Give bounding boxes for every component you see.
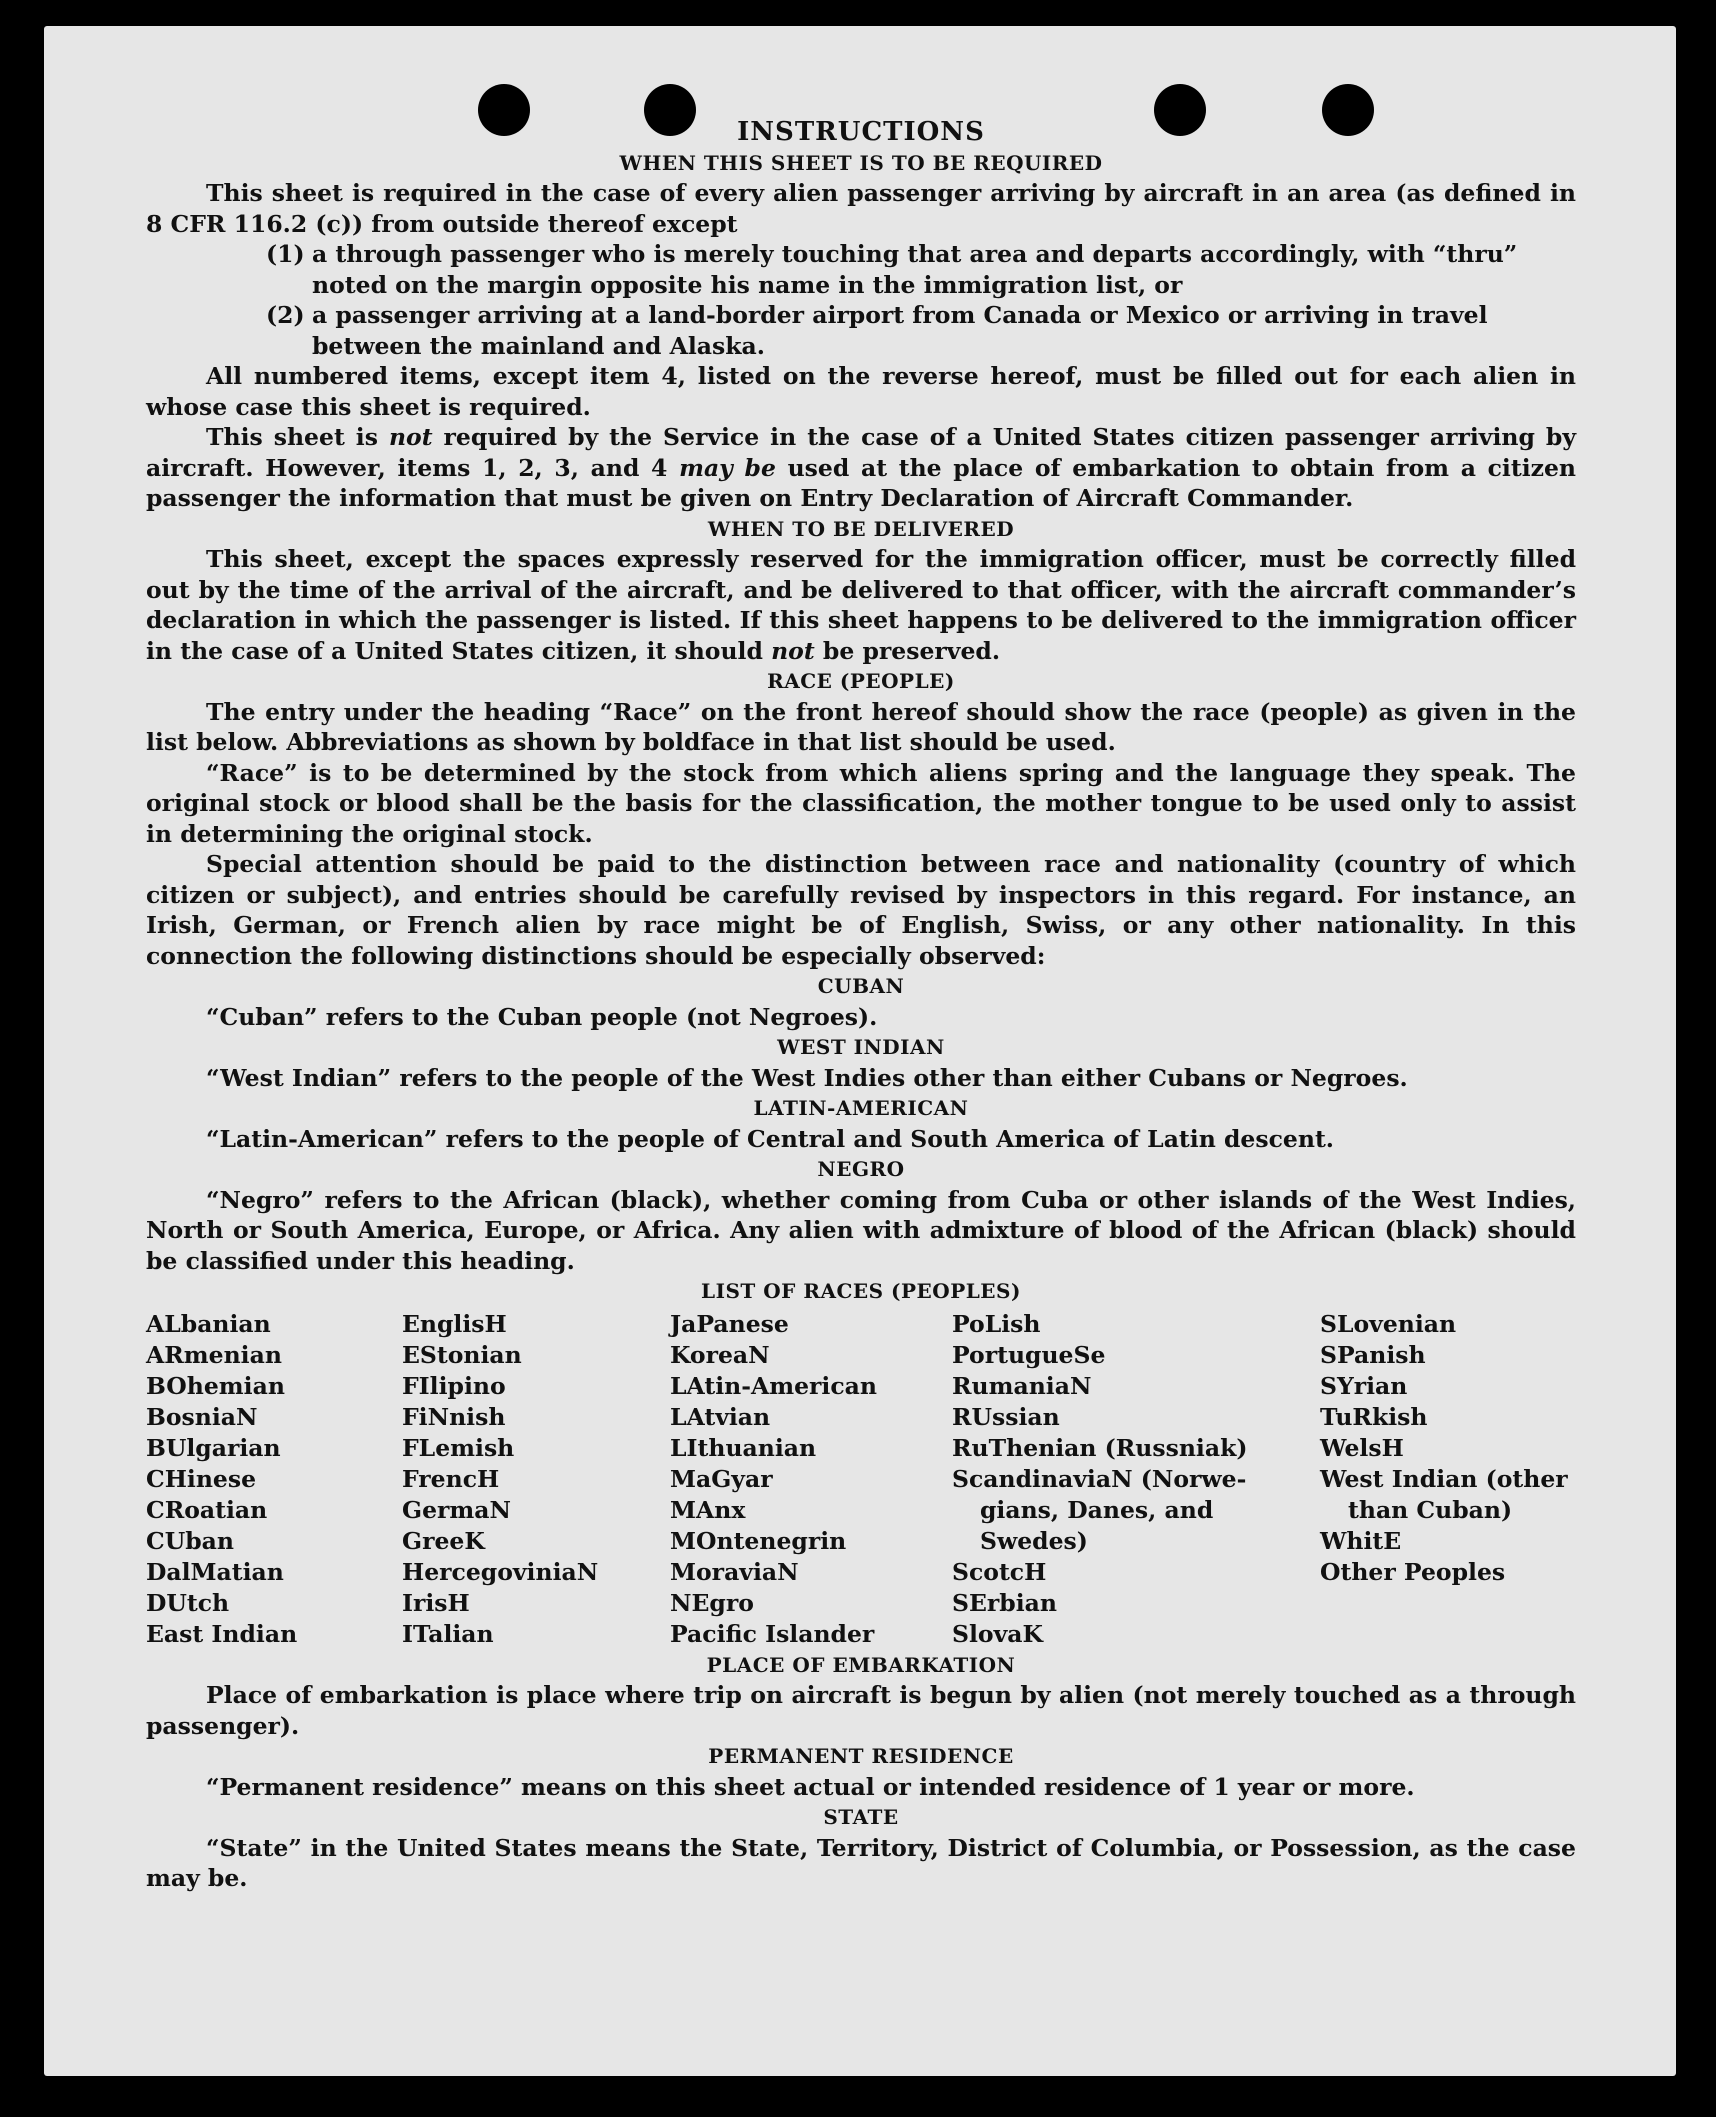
section-heading: WHEN THIS SHEET IS TO BE REQUIRED: [619, 150, 1103, 175]
paragraph: “Race” is to be determined by the stock from which aliens spring and the language they speak. The original stock or blood shall be the basis for the classification, the mother tongue to be used only to assist in determining the original stock.: [146, 758, 1576, 848]
instructions-content: [146, 117, 1576, 1894]
race-item: RumaniaN: [952, 1371, 1092, 1400]
race-item: GreeK: [402, 1526, 485, 1555]
paragraph: “Negro” refers to the African (black), whether coming from Cuba or other islands of the West Indies, North or South America, Europe, or Africa. Any alien with admixture of blood of the African (black) should be classified under this heading.: [146, 1185, 1576, 1275]
race-item: FIlipino: [402, 1371, 506, 1400]
race-item: West Indian (other: [1320, 1464, 1568, 1493]
race-item: ALbanian: [146, 1309, 271, 1338]
item-text: a passenger arriving at a land-border airport from Canada or Mexico or arriving in travel between the mainland and Alaska.: [312, 301, 1488, 360]
paragraph: This sheet is required in the case of every alien passenger arriving by aircraft in an area (as defined in 8 CFR 116.2 (c)) from outside thereof except: [146, 179, 1576, 238]
bold-text: boldface: [642, 728, 755, 756]
race-item: EStonian: [402, 1340, 522, 1369]
race-item: FLemish: [402, 1433, 515, 1462]
race-item: WhitE: [1320, 1526, 1402, 1555]
race-item: WelsH: [1320, 1433, 1404, 1462]
paragraph: Special attention should be paid to the distinction between race and nationality (country of which citizen or subject), and entries should be carefully revised by inspectors in this regard. For instance, an Irish, German, or French alien by race might be of English, Swiss, or any other nationality. In this connection the following distinctions should be especially observed:: [146, 850, 1576, 970]
race-item: HercegoviniaN: [402, 1557, 599, 1586]
race-item: SPanish: [1320, 1340, 1426, 1369]
section-heading: RACE (PEOPLE): [767, 669, 955, 693]
race-column: [952, 1309, 1320, 1650]
paragraph: [146, 422, 1576, 514]
text-run: This sheet, except the spaces expressly reserved for the immigration officer, must be correctly filled out by the time of the arrival of the aircraft, and be delivered to that officer, with the aircraft commander’s declaration in which the passenger is listed. If this sheet happens to be delivered to the immigration officer in the case of a United States citizen, it should: [146, 545, 1576, 665]
section-heading: NEGRO: [817, 1157, 905, 1181]
paragraph: All numbered items, except item 4, listed on the reverse hereof, must be filled out for each alien in whose case this sheet is required.: [146, 362, 1576, 421]
race-item: ScotcH: [952, 1557, 1047, 1586]
race-item: DalMatian: [146, 1557, 284, 1586]
item-text: a through passenger who is merely touching that area and departs accordingly, with “thru” noted on the margin opposite his name in the immigration list, or: [312, 240, 1518, 299]
paragraph: [146, 697, 1576, 758]
race-column: [1320, 1309, 1576, 1650]
section-heading: LATIN-AMERICAN: [753, 1096, 969, 1120]
race-item: IrisH: [402, 1588, 470, 1617]
race-item: Pacific Islander: [670, 1619, 875, 1648]
race-item: LAtvian: [670, 1402, 771, 1431]
race-item: JaPanese: [670, 1309, 789, 1338]
item-number: (1): [266, 240, 305, 268]
race-column: [670, 1309, 952, 1650]
text-run: be preserved.: [814, 636, 1001, 665]
race-item: SErbian: [952, 1588, 1057, 1617]
text-run: This sheet is: [206, 423, 389, 451]
race-item: BOhemian: [146, 1371, 285, 1400]
race-item: SYrian: [1320, 1371, 1408, 1400]
page-title: INSTRUCTIONS: [737, 117, 985, 147]
italic-text: may be: [679, 453, 776, 482]
race-item: ARmenian: [146, 1340, 282, 1369]
section-heading: PERMANENT RESIDENCE: [708, 1744, 1014, 1768]
paragraph: “Permanent residence” means on this sheet actual or intended residence of 1 year or more.: [206, 1772, 1415, 1801]
race-item: MaGyar: [670, 1464, 773, 1493]
race-item: RuThenian (Russniak): [952, 1433, 1248, 1462]
race-item: MoraviaN: [670, 1557, 799, 1586]
section-heading: CUBAN: [817, 974, 905, 998]
race-item: PoLish: [952, 1309, 1041, 1338]
race-item: BosniaN: [146, 1402, 258, 1431]
race-item: DUtch: [146, 1588, 230, 1617]
race-list: [146, 1309, 1576, 1650]
race-item: MAnx: [670, 1495, 746, 1524]
race-item: CHinese: [146, 1464, 257, 1493]
race-item: BUlgarian: [146, 1433, 281, 1462]
paragraph: [146, 544, 1576, 666]
paragraph: “West Indian” refers to the people of the West Indies other than either Cubans or Negroes.: [206, 1063, 1408, 1092]
race-item: NEgro: [670, 1588, 754, 1617]
list-item: [266, 239, 1576, 300]
race-item: KoreaN: [670, 1340, 770, 1369]
race-item: MOntenegrin: [670, 1526, 847, 1555]
race-item: GermaN: [402, 1495, 511, 1524]
section-heading: STATE: [823, 1805, 899, 1829]
race-item: PortugueSe: [952, 1340, 1106, 1369]
race-column: [146, 1309, 402, 1650]
list-item: [266, 300, 1576, 361]
race-item: CRoatian: [146, 1495, 268, 1524]
race-item: FiNnish: [402, 1402, 506, 1431]
paragraph: “State” in the United States means the State, Territory, District of Columbia, or Possession, as the case may be.: [146, 1833, 1576, 1892]
race-item: EnglisH: [402, 1309, 507, 1338]
race-item: SLovenian: [1320, 1309, 1457, 1338]
section-heading: PLACE OF EMBARKATION: [706, 1652, 1016, 1677]
race-item: CUban: [146, 1526, 234, 1555]
text-run: The entry under the heading “Race” on the front hereof should show the race (people) as given in the list below. Abbreviations as shown by: [146, 697, 1576, 756]
race-item-continued: gians, Danes, and: [980, 1495, 1214, 1524]
section-heading: LIST OF RACES (PEOPLES): [701, 1279, 1021, 1303]
race-item: TuRkish: [1320, 1402, 1428, 1431]
race-item: ITalian: [402, 1619, 494, 1648]
race-column: [402, 1309, 670, 1650]
race-item: LIthuanian: [670, 1433, 817, 1462]
italic-text: not: [771, 636, 815, 665]
paragraph: “Latin-American” refers to the people of Central and South America of Latin descent.: [206, 1124, 1334, 1153]
race-item: ScandinaviaN (Norwe-: [952, 1464, 1247, 1493]
text-run: required by the Service in the case of a United States citizen passenger arriving by aircraft. However, items 1, 2, 3, and 4: [146, 423, 1576, 482]
paragraph: “Cuban” refers to the Cuban people (not Negroes).: [206, 1002, 878, 1031]
text-run: in that list should be used.: [754, 728, 1116, 756]
race-item: Other Peoples: [1320, 1557, 1506, 1586]
paragraph: Place of embarkation is place where trip on aircraft is begun by alien (not merely touched as a through passenger).: [146, 1681, 1576, 1740]
text-run: used at the place of embarkation to obtain from a citizen passenger the information that must be given on Entry Declaration of Aircraft Commander.: [146, 453, 1576, 512]
race-item: FrencH: [402, 1464, 500, 1493]
section-heading: WHEN TO BE DELIVERED: [707, 516, 1015, 541]
race-item-continued: than Cuban): [1348, 1495, 1513, 1524]
race-item: SlovaK: [952, 1619, 1043, 1648]
race-item: LAtin-American: [670, 1371, 877, 1400]
race-item: East Indian: [146, 1619, 298, 1648]
italic-text: not: [388, 423, 433, 451]
race-item: RUssian: [952, 1402, 1060, 1431]
item-number: (2): [266, 301, 305, 329]
race-item-continued: Swedes): [980, 1526, 1088, 1555]
section-heading: WEST INDIAN: [777, 1035, 945, 1059]
